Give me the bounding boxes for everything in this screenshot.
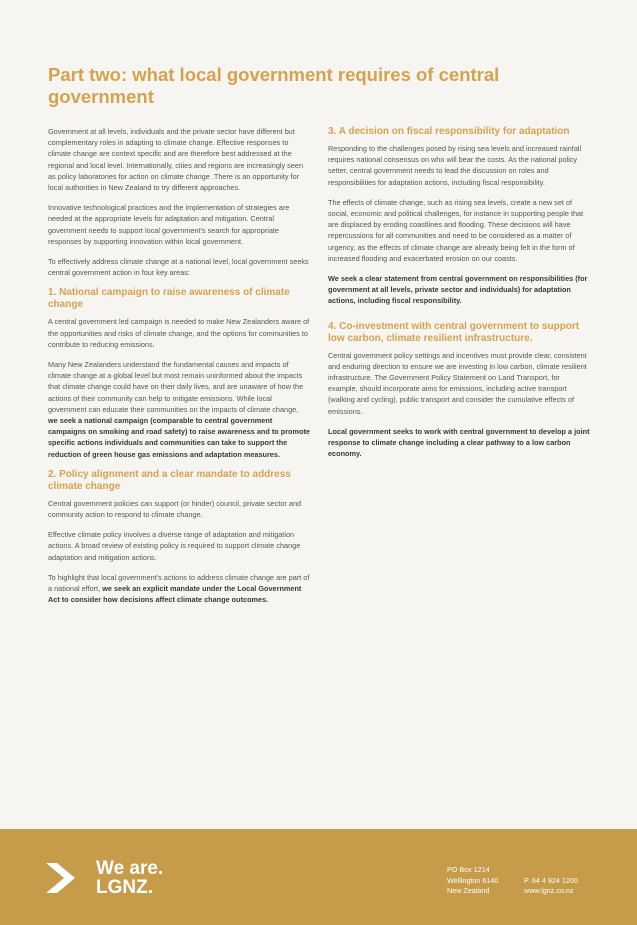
statement-emphasis: We seek a clear statement from central government on responsibilities (for government at all levels, private sector and individuals) for adaptation actions, including fiscal responsibility.: [328, 274, 588, 306]
footer: [0, 829, 637, 925]
awareness-paragraph: [48, 359, 310, 460]
postal-address: [447, 865, 498, 897]
policy-paragraph: Central government policies can support (or hinder) council, private sector and community action to respond to climate change.: [48, 498, 302, 520]
lgnz-logo[interactable]: [96, 859, 163, 897]
logo-line-2: LGNZ.: [96, 877, 153, 898]
section-2-heading: 2. Policy alignment and a clear mandate to address climate change: [48, 468, 291, 492]
mandate-emphasis: we seek an explicit mandate under the Local Government Act to consider how decisions affect climate change outcomes.: [48, 584, 302, 605]
mandate-text: To highlight that local government's actions to address climate change are part of a national effort,: [48, 572, 310, 594]
address-line-2: Wellington 6140: [447, 875, 499, 885]
key-areas-paragraph: To effectively address climate change at a national level, local government seeks central government action in four key areas:: [48, 257, 309, 278]
awareness-emphasis: we seek a national campaign (comparable to central government campaigns on smoking and road safety) to raise awareness and to promote specific actions individuals and communities can take to support the reduction of green house gas emissions and adaptation measures.: [48, 416, 310, 459]
campaign-paragraph: A central government led campaign is needed to make New Zealanders aware of the opportunities and risks of climate change, and the options for communities to contribute to reducing emissions.: [48, 317, 310, 349]
fiscal-paragraph: Responding to the challenges posed by rising sea levels and increased rainfall requires national consensus on who will bear the costs. As the national policy setter, central government needs to lead the discussion on roles and responsibilities for adaptation actions, including fiscal responsibility.: [328, 144, 582, 187]
chevron-right-icon: [44, 861, 78, 895]
climate-policy-paragraph: Effective climate policy involves a diverse range of adaptation and mitigation actions. A broad review of existing policy is required to support climate change adaptation and mitigation actions.: [48, 530, 301, 562]
awareness-text: Many New Zealanders understand the fundamental causes and impacts of climate change at a global level but most remain uninformed about the impacts that climate change could have on their daily lives, and are unaware of how the actions of their community can help to mitigate emissions. While local government can educate their communities on the impacts of climate change,: [48, 360, 304, 414]
intro-paragraph: Government at all levels, individuals and the private sector have different but complementary roles in adapting to climate change. Effective responses to climate change are context specific and are therefore best addressed at the regional and local level. Internationally, cities and regions are increasingly seen as policy laboratories for action on climate change .There is an opportunity for local authorities in New Zealand to try different approaches.: [48, 127, 303, 193]
section-3-heading: 3. A decision on fiscal responsibility for adaptation: [328, 126, 570, 137]
statement-paragraph: [328, 273, 590, 307]
effects-paragraph: The effects of climate change, such as rising sea levels, create a new set of social, economic and political challenges, for instance in supporting people that are displaced by eroding coastlines and flooding. These decisions will have repercussions for all communities and need to be considered as a matter of urgency, as the effects of climate change are already being felt in the form of increased flooding and exacerbated erosion on our coasts.: [328, 197, 584, 263]
spacer: [524, 865, 578, 876]
website-link[interactable]: www.lgnz.co.nz: [524, 886, 574, 895]
contact-details: [524, 865, 578, 897]
page-title: Part two: what local government requires of central government: [48, 64, 500, 107]
logo-line-1: We are.: [96, 858, 164, 879]
phone-number: P. 64 4 924 1200: [524, 875, 578, 885]
address-line-1: PO Box 1214: [447, 865, 490, 874]
section-1-heading: 1. National campaign to raise awareness of climate change: [48, 287, 290, 311]
joint-response-emphasis: Local government seeks to work with central government to develop a joint response to climate change including a clear pathway to a low carbon economy.: [328, 426, 590, 459]
address-line-3: New Zealand: [447, 886, 490, 895]
right-column: [328, 126, 590, 468]
mandate-paragraph: [48, 572, 310, 606]
innovation-paragraph: Innovative technological practices and the implementation of strategies are needed at the appropriate levels for adaptation and mitigation. Central government needs to support local government's search for appropriate responses by supporting innovation within local government.: [48, 203, 290, 246]
section-4-heading: 4. Co-investment with central government to support low carbon, climate resilient infrastructure.: [328, 320, 580, 344]
infrastructure-paragraph: Central government policy settings and incentives must provide clear, consistent and enduring direction to ensure we are investing in low carbon, climate resilient infrastructure. The Government Policy Statement on Land Transport, for example, should incorporate aims for emissions, including active transport (walking and cycling), public transport and consider the cumulative effects of emissions.: [328, 350, 587, 416]
left-column: [48, 126, 310, 615]
joint-response-paragraph: [328, 426, 590, 460]
